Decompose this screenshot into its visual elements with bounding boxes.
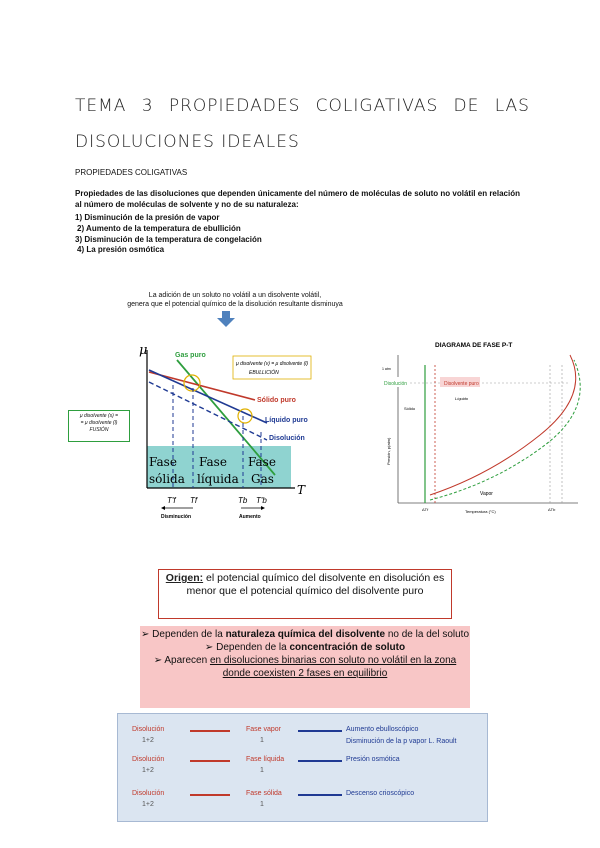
- pt-vapor: Vapor: [480, 491, 493, 497]
- pt-x-axis: Temperatura (°C): [465, 509, 496, 514]
- liquid-label: Líquido puro: [265, 417, 308, 424]
- ebullicion-note: EBULLICIÓN: [249, 370, 279, 376]
- y-axis-label: μ: [139, 343, 148, 358]
- pt-delta-f: ΔTf: [422, 507, 429, 512]
- x-axis-label: T: [297, 483, 306, 497]
- title-line-2: DISOLUCIONES IDEALES: [75, 132, 300, 152]
- row-left: Disolución: [132, 726, 165, 733]
- pt-y-axis: Presión, p(atm): [386, 437, 391, 465]
- bullet-item: ➢ Aparecen en disoluciones binarias con soluto no volátil en la zona donde coexisten 2 fases en equilibrio: [153, 655, 457, 679]
- list-item: 4) La presión osmótica: [77, 245, 165, 255]
- phase-label: Fase: [199, 455, 227, 469]
- ebullicion-note: μ disolvente (v) = μ disolvente (l): [236, 361, 309, 367]
- caption-line: La adición de un soluto no volátil a un disolvente volátil,: [148, 292, 322, 299]
- title-line-1: [75, 96, 530, 116]
- row-mid: Fase líquida: [246, 756, 285, 763]
- title-word: DE: [453, 96, 480, 116]
- fusion-note: μ disolvente (s) = = μ disolvente (l) FUSIÓN: [68, 410, 130, 442]
- row-right: Descenso crioscópico: [346, 790, 415, 797]
- origen-text: el potencial químico del disolvente en disolución es menor que el potencial químico del disolvente puro: [186, 572, 445, 597]
- row-right: Presión osmótica: [346, 756, 400, 763]
- row-right: Aumento ebulloscópico: [346, 726, 419, 733]
- list-item: 1) Disminución de la presión de vapor: [75, 213, 220, 222]
- properties-bullets: [140, 626, 470, 708]
- disminucion-label: Disminución: [161, 514, 192, 520]
- title-word: TEMA: [75, 96, 127, 116]
- pt-p-label: 1 atm: [382, 367, 391, 371]
- caption-line: genera que el potencial químico de la disolución resultante disminuya: [127, 301, 343, 308]
- pt-liquido: Líquido: [455, 396, 469, 401]
- row-mid: Fase vapor: [246, 726, 282, 733]
- row-mid-sub: 1: [260, 767, 264, 774]
- pt-title: DIAGRAMA DE FASE P-T: [435, 342, 513, 349]
- tick-label: Tf: [190, 496, 198, 505]
- pt-solido: Sólido: [404, 406, 416, 411]
- phase-label: Fase: [149, 455, 177, 469]
- down-arrow-icon: [217, 311, 235, 327]
- tick-label: T'f: [167, 496, 176, 505]
- intro-paragraph: Propiedades de las disoluciones que dependen únicamente del número de moléculas de soluto no volátil en relación al número de moléculas de solvente y no de su naturaleza:: [75, 189, 520, 209]
- gas-label: Gas puro: [175, 352, 206, 359]
- solution-label: Disolución: [269, 435, 305, 442]
- origen-label: Origen:: [165, 572, 204, 584]
- bullet-item: ➢ Dependen de la naturaleza química del disolvente no de la del soluto: [140, 629, 470, 640]
- origen-box: [158, 569, 452, 619]
- pt-disolvente-puro: Disolvente puro: [444, 381, 479, 387]
- row-left: Disolución: [132, 790, 165, 797]
- equilibria-table: [117, 713, 488, 822]
- solid-label: Sólido puro: [257, 397, 296, 404]
- title-word: COLIGATIVAS: [315, 96, 439, 116]
- tick-label: Tb: [238, 496, 248, 505]
- title-word: PROPIEDADES: [168, 96, 301, 116]
- pt-delta-b: ΔTb: [548, 507, 556, 512]
- figure-caption: [95, 291, 375, 309]
- aumento-label: Aumento: [239, 514, 261, 520]
- list-item: 3) Disminución de la temperatura de congelación: [75, 234, 262, 244]
- chemical-potential-diagram: [135, 340, 365, 535]
- bullet-item: ➢ Dependen de la concentración de soluto: [204, 642, 406, 653]
- title-word: 3: [141, 96, 154, 116]
- title-word: LAS: [494, 96, 530, 116]
- row-mid-sub: 1: [260, 801, 264, 808]
- row-right-2: Disminución de la p vapor L. Raoult: [346, 738, 457, 745]
- row-left-sub: 1+2: [142, 737, 154, 744]
- phase-label: Fase: [248, 455, 276, 469]
- phase-label: sólida: [149, 472, 185, 486]
- phase-label: Gas: [251, 472, 274, 486]
- list-item: 2) Aumento de la temperatura de ebullición: [77, 223, 241, 233]
- row-left-sub: 1+2: [142, 801, 154, 808]
- tick-label: T'b: [256, 496, 267, 505]
- pt-disolucion: Disolución: [384, 381, 408, 387]
- section-subtitle: PROPIEDADES COLIGATIVAS: [75, 168, 188, 177]
- row-mid-sub: 1: [260, 737, 264, 744]
- row-mid: Fase sólida: [246, 790, 282, 797]
- phase-label: líquida: [197, 472, 239, 486]
- pt-phase-diagram: [380, 335, 585, 520]
- row-left-sub: 1+2: [142, 767, 154, 774]
- row-left: Disolución: [132, 756, 165, 763]
- properties-list: [75, 213, 262, 256]
